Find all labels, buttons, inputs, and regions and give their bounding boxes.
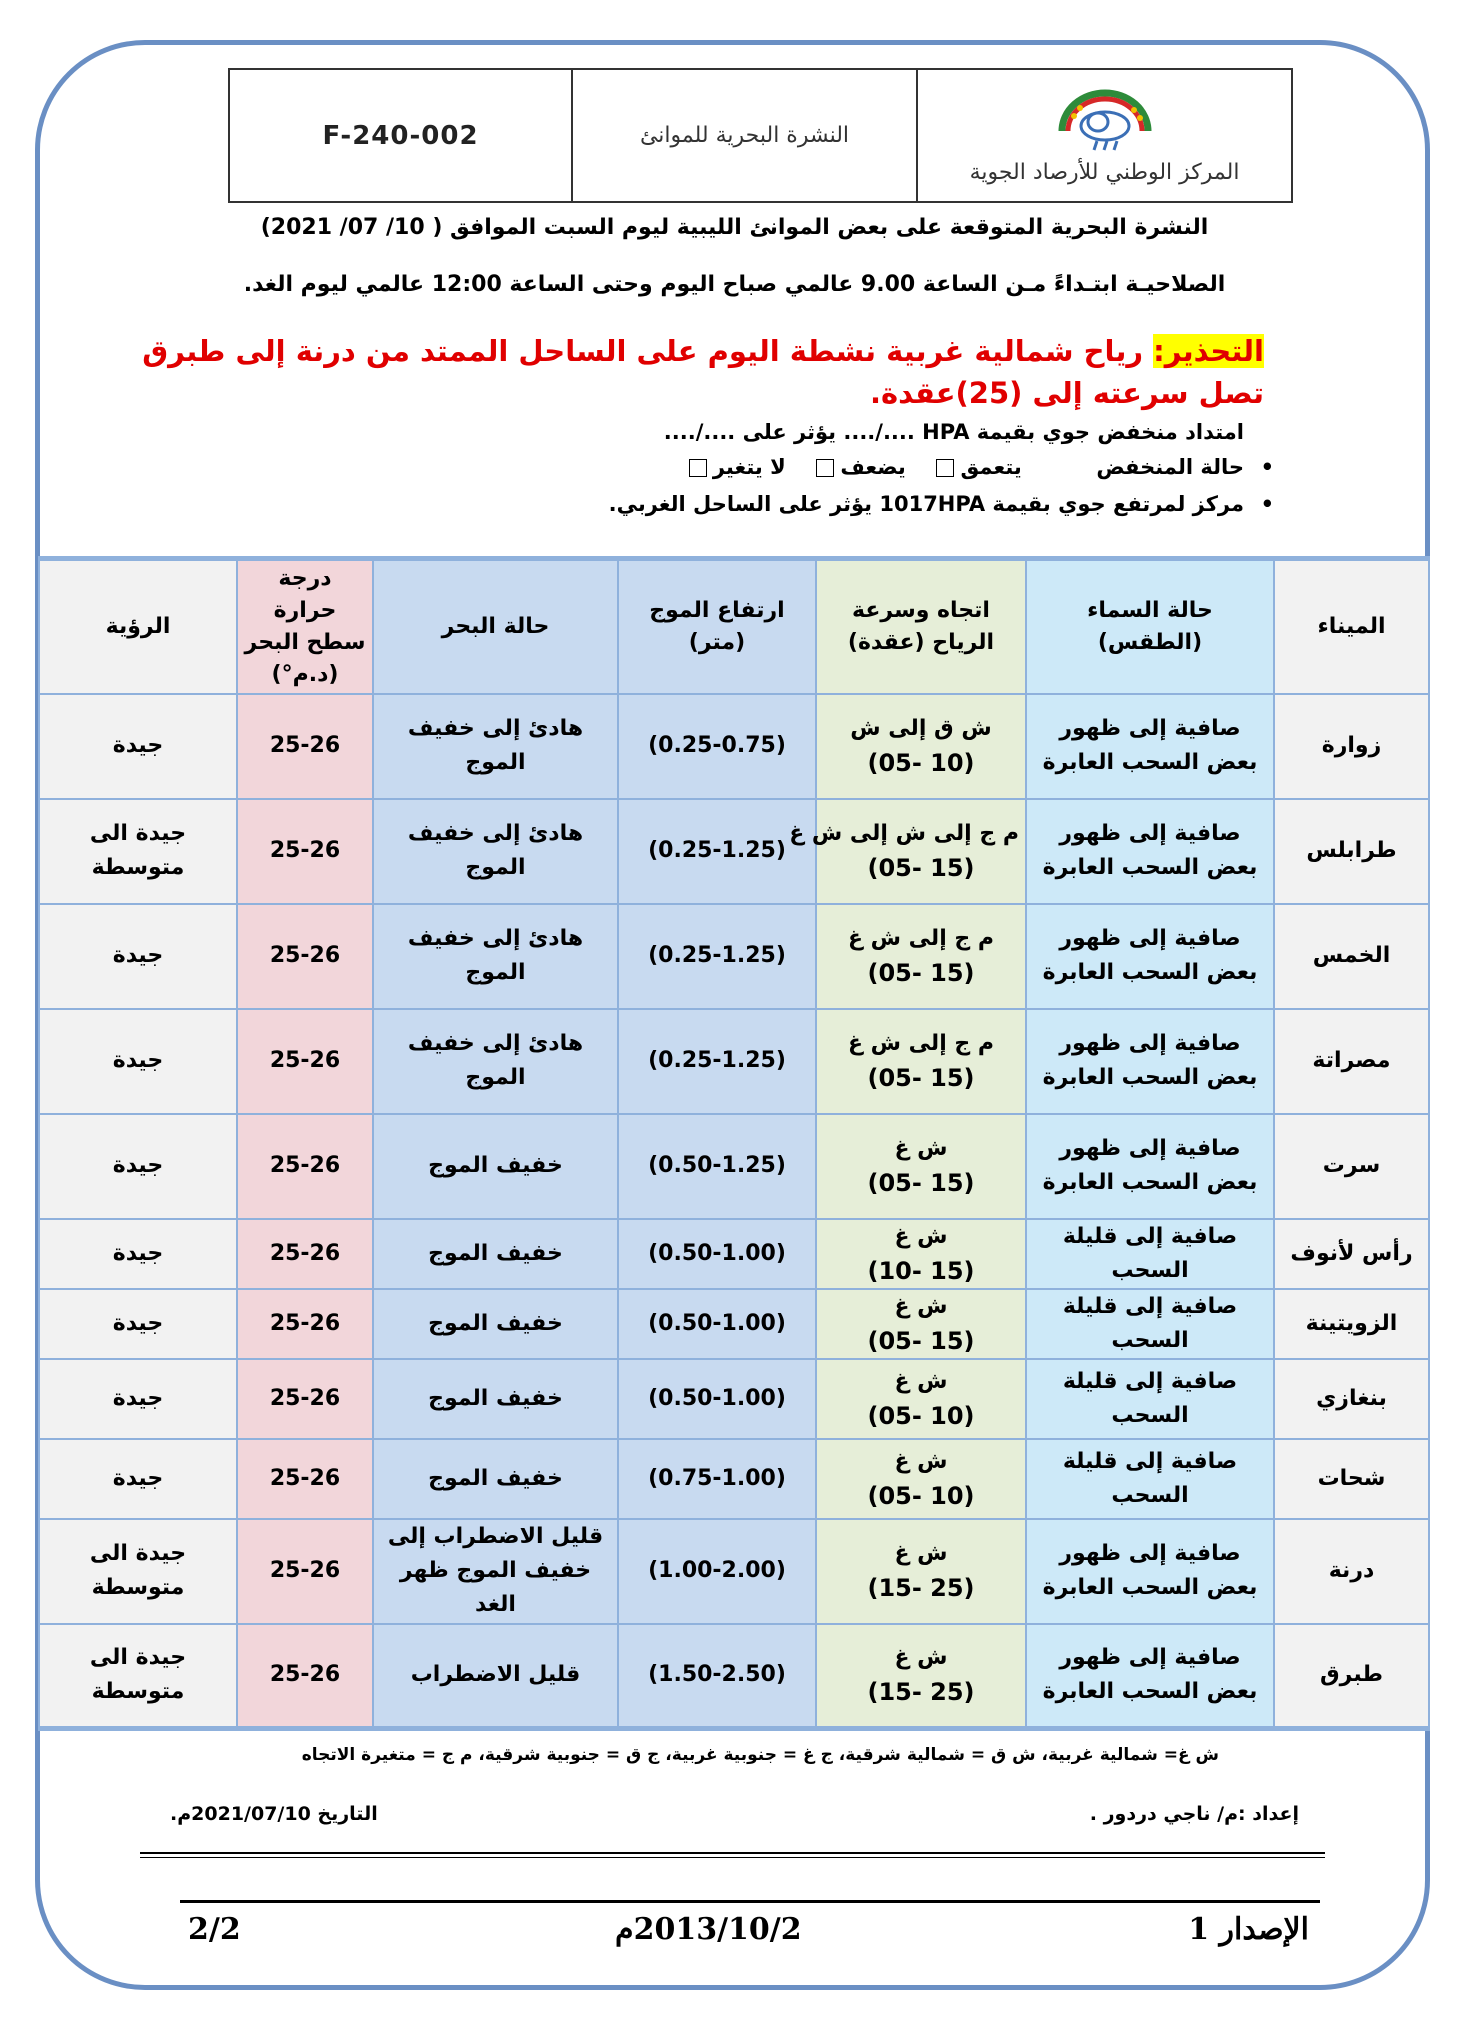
wind-direction: م ج إلى ش إلى ش غ xyxy=(789,821,1019,846)
sky-cell: صافية إلى قليلة السحب xyxy=(1026,1219,1274,1289)
sea-cell: هادئ إلى خفيف الموج xyxy=(373,1009,618,1114)
table-row xyxy=(39,1219,1429,1289)
wave-cell: (0.25-0.75) xyxy=(618,694,816,799)
temp-cell: 25-26 xyxy=(237,1289,373,1359)
wind-direction: ش غ xyxy=(894,1293,948,1319)
table-row xyxy=(39,1359,1429,1439)
port-cell: زوارة xyxy=(1274,694,1429,799)
sky-cell: صافية إلى ظهور بعض السحب العابرة xyxy=(1026,799,1274,904)
wind-speed: (05- 10) xyxy=(867,1401,975,1430)
table-row xyxy=(39,1439,1429,1519)
wind-speed: (05- 15) xyxy=(867,1169,975,1197)
wind-speed: (05- 15) xyxy=(867,1326,975,1355)
wind-direction: م ج إلى ش غ xyxy=(847,1031,995,1056)
checkbox-deepening xyxy=(936,459,954,477)
temp-cell: 25-26 xyxy=(237,1114,373,1219)
table-row xyxy=(39,1519,1429,1624)
table-row xyxy=(39,1289,1429,1359)
wave-cell: (1.50-2.50) xyxy=(618,1624,816,1729)
prepared-by: إعداد :م/ ناجي دردور . xyxy=(1089,1803,1299,1825)
wave-cell: (0.50-1.00) xyxy=(618,1289,816,1359)
center-name: المركز الوطني للأرصاد الجوية xyxy=(969,160,1240,185)
table-header-row xyxy=(39,559,1429,694)
sea-cell: قليل الاضطراب إلى خفيف الموج ظهر الغد xyxy=(373,1519,618,1624)
footer-page-number: 2/2 xyxy=(188,1912,241,1947)
wind-direction: ش غ xyxy=(894,1223,948,1249)
sea-cell: هادئ إلى خفيف الموج xyxy=(373,799,618,904)
sea-cell: خفيف الموج xyxy=(373,1289,618,1359)
sky-cell: صافية إلى ظهور بعض السحب العابرة xyxy=(1026,1009,1274,1114)
low-state-label: حالة المنخفض xyxy=(1096,455,1244,479)
sea-cell: خفيف الموج xyxy=(373,1359,618,1439)
temp-cell: 25-26 xyxy=(237,1519,373,1624)
option-weakening: يضعف xyxy=(840,455,906,479)
sea-cell: خفيف الموج xyxy=(373,1219,618,1289)
sky-cell: صافية إلى قليلة السحب xyxy=(1026,1439,1274,1519)
warning-text: رياح شمالية غربية نشطة اليوم على الساحل الممتد من درنة إلى طبرق تصل سرعته إلى (25)عقدة. xyxy=(142,334,1264,410)
header-temp: درجة حرارة سطح البحر (د.م°) xyxy=(237,559,373,694)
visibility-cell: جيدة xyxy=(39,1009,237,1114)
wind-direction: م ج إلى ش غ xyxy=(847,926,995,951)
temp-cell: 25-26 xyxy=(237,904,373,1009)
header-port: الميناء xyxy=(1274,559,1429,694)
wind-direction: ش غ xyxy=(894,1541,948,1566)
wind-cell xyxy=(816,1359,1026,1439)
footer-divider xyxy=(180,1900,1320,1903)
header-sea: حالة البحر xyxy=(373,559,618,694)
sky-cell: صافية إلى ظهور بعض السحب العابرة xyxy=(1026,1519,1274,1624)
wind-direction: ش غ xyxy=(894,1136,948,1161)
port-cell: الزويتينة xyxy=(1274,1289,1429,1359)
warning-block xyxy=(140,330,1264,414)
low-pressure-line: امتداد منخفض جوي بقيمة HPA ..../.... يؤثر على ..../.... xyxy=(663,420,1244,444)
wind-speed: (15- 25) xyxy=(867,1678,975,1707)
header-wind: اتجاه وسرعة الرياح (عقدة) xyxy=(816,559,1026,694)
visibility-cell: جيدة xyxy=(39,1289,237,1359)
sky-cell: صافية إلى ظهور بعض السحب العابرة xyxy=(1026,1624,1274,1729)
port-cell: درنة xyxy=(1274,1519,1429,1624)
sea-cell: خفيف الموج xyxy=(373,1439,618,1519)
checkbox-unchanged xyxy=(689,459,707,477)
port-cell: طرابلس xyxy=(1274,799,1429,904)
visibility-cell: جيدة الى متوسطة xyxy=(39,1519,237,1624)
visibility-cell: جيدة الى متوسطة xyxy=(39,1624,237,1729)
port-cell: رأس لأنوف xyxy=(1274,1219,1429,1289)
wind-direction: ش غ xyxy=(894,1368,948,1394)
visibility-cell: جيدة xyxy=(39,1114,237,1219)
header-sky: حالة السماء (الطقس) xyxy=(1026,559,1274,694)
header-vis: الرؤية xyxy=(39,559,237,694)
warning-label: التحذير: xyxy=(1153,334,1264,368)
footer-version: الإصدار 1 xyxy=(1188,1912,1309,1947)
wind-direction: ش غ xyxy=(894,1448,948,1474)
wind-speed: (05- 10) xyxy=(867,1481,975,1510)
footer-issue-date: 2013/10/2م xyxy=(615,1912,802,1947)
sea-cell: هادئ إلى خفيف الموج xyxy=(373,904,618,1009)
wave-cell: (1.00-2.00) xyxy=(618,1519,816,1624)
temp-cell: 25-26 xyxy=(237,1359,373,1439)
checkbox-weakening xyxy=(816,459,834,477)
wind-cell xyxy=(816,1009,1026,1114)
weather-logo-icon xyxy=(1050,86,1160,156)
temp-cell: 25-26 xyxy=(237,1439,373,1519)
port-cell: طبرق xyxy=(1274,1624,1429,1729)
wind-cell xyxy=(816,1439,1026,1519)
table-row xyxy=(39,1624,1429,1729)
marine-forecast-table xyxy=(38,556,1430,1731)
wind-cell xyxy=(816,1519,1026,1624)
visibility-cell: جيدة xyxy=(39,1359,237,1439)
port-cell: مصراتة xyxy=(1274,1009,1429,1114)
wave-cell: (0.25-1.25) xyxy=(618,799,816,904)
visibility-cell: جيدة xyxy=(39,904,237,1009)
header-wave: ارتفاع الموج (متر) xyxy=(618,559,816,694)
option-unchanged: لا يتغير xyxy=(712,455,786,479)
wave-cell: (0.50-1.25) xyxy=(618,1114,816,1219)
high-pressure-line: • مركز لمرتفع جوي بقيمة 1017HPA يؤثر على الساحل الغربي. xyxy=(200,492,1244,516)
validity-line: الصلاحيـة ابتـداءً مـن الساعة 9.00 عالمي صباح اليوم وحتى الساعة 12:00 عالمي ليوم الغد. xyxy=(243,272,1226,297)
table-row xyxy=(39,1009,1429,1114)
wind-cell xyxy=(816,1289,1026,1359)
table-row xyxy=(39,904,1429,1009)
wind-speed: (05- 15) xyxy=(867,959,975,987)
option-deepening: يتعمق xyxy=(960,455,1022,479)
temp-cell: 25-26 xyxy=(237,1624,373,1729)
wave-cell: (0.75-1.00) xyxy=(618,1439,816,1519)
table-row xyxy=(39,694,1429,799)
wind-direction: ش ق إلى ش xyxy=(850,716,992,741)
visibility-cell: جيدة الى متوسطة xyxy=(39,799,237,904)
wind-speed: (05- 15) xyxy=(867,854,975,882)
bulletin-name: النشرة البحرية للموانئ xyxy=(571,70,916,201)
wave-cell: (0.50-1.00) xyxy=(618,1359,816,1439)
wave-cell: (0.25-1.25) xyxy=(618,1009,816,1114)
sky-cell: صافية إلى قليلة السحب xyxy=(1026,1359,1274,1439)
divider xyxy=(140,1857,1325,1858)
wind-cell xyxy=(789,799,1026,904)
sea-cell: هادئ إلى خفيف الموج xyxy=(373,694,618,799)
temp-cell: 25-26 xyxy=(237,1009,373,1114)
issue-date: التاريخ 2021/07/10م. xyxy=(170,1803,378,1825)
wind-speed: (10- 15) xyxy=(867,1256,975,1285)
temp-cell: 25-26 xyxy=(237,799,373,904)
wind-cell xyxy=(816,904,1026,1009)
wind-cell xyxy=(816,694,1026,799)
table-row xyxy=(39,799,1429,904)
wind-speed: (05- 10) xyxy=(867,749,975,777)
document-header xyxy=(228,68,1293,203)
sea-cell: قليل الاضطراب xyxy=(373,1624,618,1729)
sky-cell: صافية إلى ظهور بعض السحب العابرة xyxy=(1026,694,1274,799)
wave-cell: (0.50-1.00) xyxy=(618,1219,816,1289)
temp-cell: 25-26 xyxy=(237,694,373,799)
sky-cell: صافية إلى ظهور بعض السحب العابرة xyxy=(1026,904,1274,1009)
temp-cell: 25-26 xyxy=(237,1219,373,1289)
wind-direction: ش غ xyxy=(894,1645,948,1671)
port-cell: سرت xyxy=(1274,1114,1429,1219)
visibility-cell: جيدة xyxy=(39,1439,237,1519)
wind-speed: (15- 25) xyxy=(867,1574,975,1602)
port-cell: الخمس xyxy=(1274,904,1429,1009)
bulletin-title: النشرة البحرية المتوقعة على بعض الموانئ الليبية ليوم السبت الموافق ( 10/ 07/ 2021) xyxy=(260,215,1209,240)
abbreviation-legend: ش غ= شمالية غربية، ش ق = شمالية شرقية، ج غ = جنوبية غربية، ج ق = جنوبية شرقية، م ج = متغيرة الاتجاه xyxy=(301,1745,1219,1765)
wave-cell: (0.25-1.25) xyxy=(618,904,816,1009)
low-state-line xyxy=(200,455,1244,479)
header-center-cell xyxy=(916,70,1291,201)
sky-cell: صافية إلى ظهور بعض السحب العابرة xyxy=(1026,1114,1274,1219)
wind-cell xyxy=(816,1114,1026,1219)
divider xyxy=(140,1852,1325,1854)
port-cell: شحات xyxy=(1274,1439,1429,1519)
sea-cell: خفيف الموج xyxy=(373,1114,618,1219)
document-code: F-240-002 xyxy=(322,120,479,151)
wind-cell xyxy=(816,1624,1026,1729)
visibility-cell: جيدة xyxy=(39,1219,237,1289)
port-cell: بنغازي xyxy=(1274,1359,1429,1439)
table-row xyxy=(39,1114,1429,1219)
visibility-cell: جيدة xyxy=(39,694,237,799)
wind-cell xyxy=(816,1219,1026,1289)
sky-cell: صافية إلى قليلة السحب xyxy=(1026,1289,1274,1359)
wind-speed: (05- 15) xyxy=(867,1064,975,1092)
